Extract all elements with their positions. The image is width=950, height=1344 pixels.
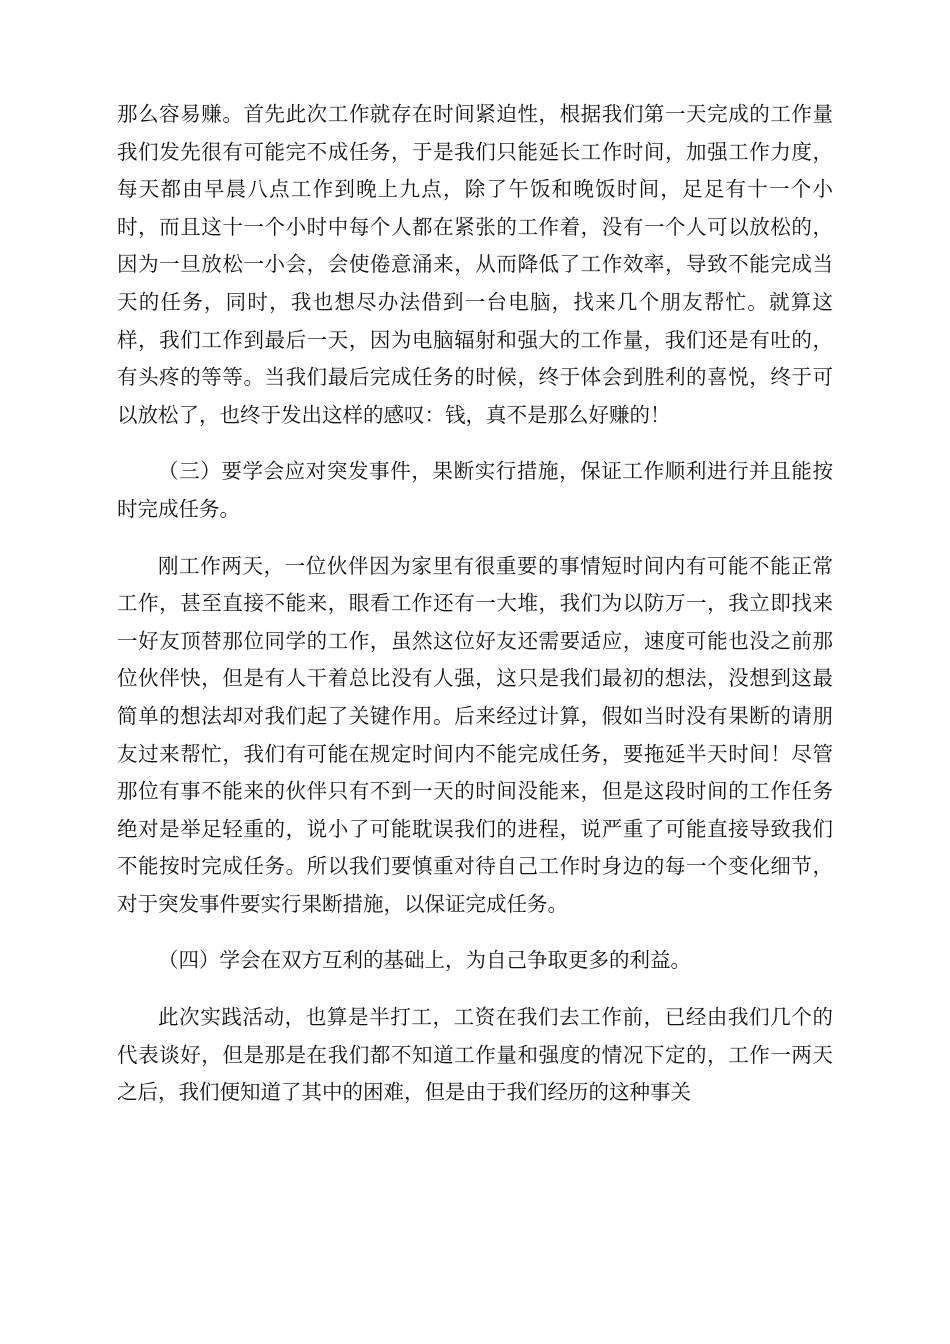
paragraph-practice-activity: 此次实践活动，也算是半打工，工资在我们去工作前，已经由我们几个的代表谈好，但是那是在我们都不知道工作量和强度的情况下定的，工作一两天之后，我们便知道了其中的困难，但是由于我们经历的这种事关: [117, 1005, 833, 1105]
section-heading-three: （三）要学会应对突发事件，果断实行措施，保证工作顺利进行并且能按时完成任务。: [117, 459, 833, 521]
paragraph-gap: [117, 923, 833, 942]
paragraph-work-pressure: 那么容易赚。首先此次工作就存在时间紧迫性，根据我们第一天完成的工作量我们发先很有可能完不成任务，于是我们只能延长工作时间，加强工作力度，每天都由早晨八点工作到晚上九点，除了午饭和晚饭时间，足足有十一个小时，而且这十一个小时中每个人都在紧张的工作着，没有一个人可以放松的，因为一旦放松一小会，会使倦意涌来，从而降低了工作效率，导致不能完成当天的任务，同时，我也想尽办法借到一台电脑，找来几个朋友帮忙。就算这样，我们工作到最后一天，因为电脑辐射和强大的工作量，我们还是有吐的，有头疼的等等。当我们最后完成任务的时候，终于体会到胜利的喜悦，终于可以放松了，也终于发出这样的感叹：钱，真不是那么好赚的！: [117, 102, 833, 427]
paragraph-gap: [117, 980, 833, 999]
paragraph-gap: [117, 529, 833, 548]
document-page: [117, 96, 833, 1112]
paragraph-gap: [117, 434, 833, 453]
section-heading-four: （四）学会在双方互利的基础上，为自己争取更多的利益。: [158, 948, 691, 973]
paragraph-emergency-response: 刚工作两天，一位伙伴因为家里有很重要的事情短时间内有可能不能正常工作，甚至直接不能来，眼看工作还有一大堆，我们为以防万一，我立即找来一好友顶替那位同学的工作，虽然这位好友还需要适应，速度可能也没之前那位伙伴快，但是有人干着总比没有人强，这只是我们最初的想法，没想到这最简单的想法却对我们起了关键作用。后来经过计算，假如当时没有果断的请朋友过来帮忙，我们有可能在规定时间内不能完成任务，要拖延半天时间！尽管那位有事不能来的伙伴只有不到一天的时间没能来，但是这段时间的工作任务绝对是举足轻重的，说小了可能耽误我们的进程，说严重了可能直接导致我们不能按时完成任务。所以我们要慎重对待自己工作时身边的每一个变化细节，对于突发事件要实行果断措施，以保证完成任务。: [117, 553, 833, 916]
